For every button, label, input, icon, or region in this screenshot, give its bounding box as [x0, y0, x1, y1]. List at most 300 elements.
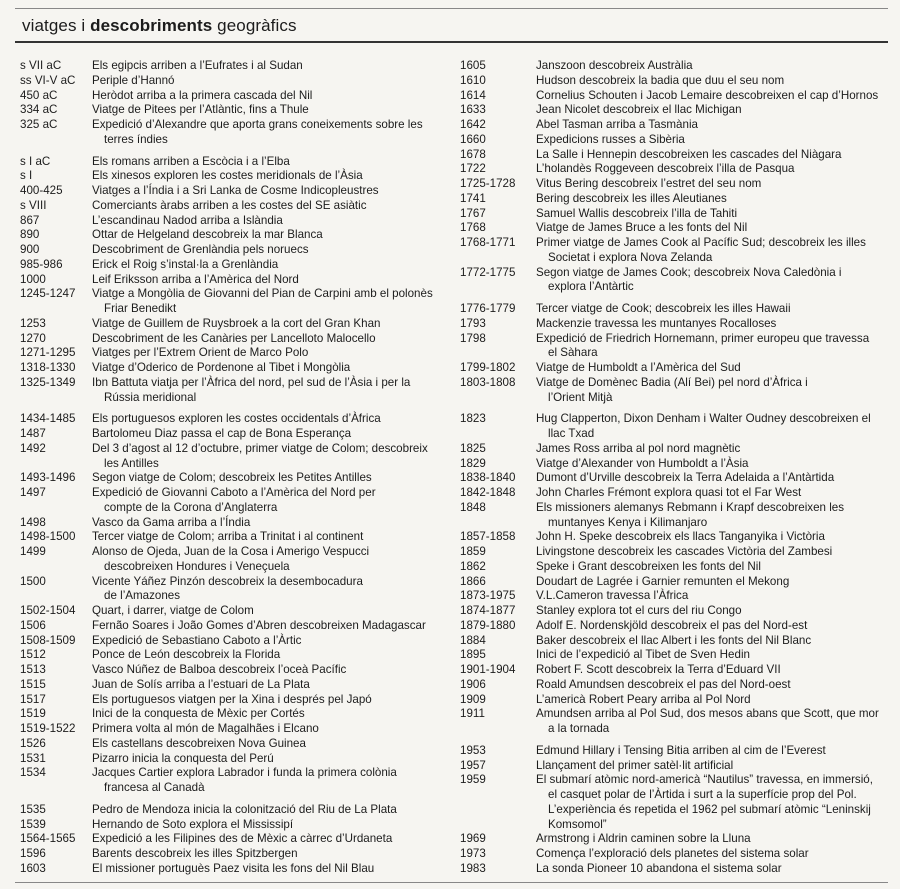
description-line: Jean Nicolet descobreix el llac Michigan [536, 103, 742, 117]
timeline-entry [460, 575, 890, 590]
entry-year: 1973 [460, 847, 486, 860]
timeline-entry [460, 604, 890, 619]
entry-description [536, 847, 890, 862]
entry-description [536, 207, 890, 222]
description-line: Hudson descobreix la badia que duu el seu nom [536, 73, 785, 87]
entry-description [92, 89, 450, 104]
description-line: Doudart de Lagrée i Garnier remunten el Mekong [536, 574, 790, 588]
entry-year: 1959 [460, 773, 486, 787]
title-rule [15, 41, 888, 43]
description-line: Expedició de Giovanni Caboto a l’Amèrica del Nord per [92, 486, 376, 499]
description-line: Abel Tasman arriba a Tasmània [536, 118, 698, 131]
timeline-entry [20, 722, 450, 737]
entry-description [92, 678, 450, 693]
timeline-entry [20, 604, 450, 619]
entry-year: 900 [20, 243, 40, 256]
timeline-entry [20, 707, 450, 722]
entry-description [536, 678, 890, 693]
description-line: francesa al Canadà [104, 781, 205, 794]
description-line: Ibn Battuta viatja per l’Àfrica del nord, pel sud de l’Àsia i per la [92, 375, 411, 389]
entry-description [536, 118, 890, 133]
description-line: Els egipcis arriben a l’Eufrates i al Sudan [92, 59, 303, 72]
entry-description [536, 759, 890, 774]
entry-description [92, 707, 450, 722]
entry-description [92, 575, 450, 605]
timeline-left-column [20, 59, 450, 877]
timeline-entry [460, 118, 890, 133]
description-line: Hernando de Soto explora el Mississipí [92, 817, 294, 831]
description-line: les Antilles [104, 456, 159, 470]
timeline-entry [20, 287, 450, 317]
entry-year: s I [20, 169, 33, 183]
timeline-entry [20, 59, 450, 74]
entry-year: 1539 [20, 817, 46, 831]
entry-description [92, 59, 450, 74]
description-line: Pizarro inicia la conquesta del Perú [92, 751, 274, 765]
entry-year: 1741 [460, 191, 486, 205]
timeline-entry [460, 59, 890, 74]
page-title [22, 16, 297, 36]
entry-year: 1767 [460, 206, 486, 220]
entry-year: 1859 [460, 545, 486, 558]
description-line: Adolf E. Nordenskjöld descobreix el pas del Nord-est [536, 618, 808, 632]
description-line: Ottar de Helgeland descobreix la mar Blanca [92, 228, 323, 242]
entry-description [92, 663, 450, 678]
description-line: Periple d’Hannó [92, 73, 175, 87]
entry-year: 1909 [460, 692, 486, 706]
description-line: Janszoon descobreix Austràlia [536, 59, 693, 72]
description-line: Els xinesos exploren les costes meridionals de l’Àsia [92, 169, 363, 183]
entry-year: 1535 [20, 802, 46, 816]
entry-description [92, 862, 450, 877]
entry-description [536, 773, 890, 832]
timeline-entry [460, 862, 890, 877]
timeline-entry [460, 707, 890, 737]
entry-description [92, 412, 450, 427]
entry-year: 1953 [460, 743, 486, 757]
description-line: Tercer viatge de Cook; descobreix les illes Hawaii [536, 302, 791, 315]
description-line: Rússia meridional [104, 390, 197, 404]
timeline-entry [20, 832, 450, 847]
entry-description [92, 184, 450, 199]
timeline-entry [20, 442, 450, 472]
entry-description [536, 471, 890, 486]
timeline-entry [460, 530, 890, 545]
entry-description [536, 634, 890, 649]
description-line: Expedició a les Filipines des de Mèxic a càrrec d’Urdaneta [92, 832, 393, 846]
description-line: John Charles Frémont explora quasi tot el Far West [536, 486, 802, 499]
entry-year: 1596 [20, 847, 46, 860]
description-line: Roald Amundsen descobreix el pas del Nord-oest [536, 677, 791, 691]
timeline-entry [20, 332, 450, 347]
entry-description [92, 228, 450, 243]
entry-year: 1829 [460, 456, 486, 470]
top-border [15, 8, 888, 9]
entry-description [92, 486, 450, 516]
title-suffix: geogràfics [212, 16, 297, 35]
description-line: Vicente Yáñez Pinzón descobreix la desembocadura [92, 574, 363, 588]
entry-description [92, 317, 450, 332]
entry-year: 1660 [460, 132, 486, 146]
entry-year: 1605 [460, 59, 486, 72]
description-line: Els portuguesos exploren les costes occidentals d’Àfrica [92, 412, 381, 426]
timeline-entry [20, 427, 450, 442]
entry-year: 1838-1840 [460, 471, 516, 485]
entry-description [536, 74, 890, 89]
entry-year: 1508-1509 [20, 633, 76, 647]
entry-year: 1957 [460, 758, 486, 772]
description-line: John H. Speke descobreix els llacs Tanganyika i Victòria [536, 530, 825, 544]
description-line: Inici de l’expedició al Tibet de Sven Hedin [536, 648, 750, 662]
timeline-entry [460, 332, 890, 362]
entry-description [536, 177, 890, 192]
timeline-entry [20, 228, 450, 243]
description-line: Cornelius Schouten i Jacob Lemaire descobreixen el cap d’Hornos [536, 88, 879, 102]
description-line: Inici de la conquesta de Mèxic per Cortés [92, 707, 305, 721]
row-gap [460, 295, 890, 302]
entry-description [536, 832, 890, 847]
entry-year: 1633 [460, 103, 486, 117]
entry-year: 1895 [460, 648, 486, 662]
entry-year: 1270 [20, 331, 46, 345]
timeline-entry [20, 199, 450, 214]
entry-description [92, 619, 450, 634]
description-line: Comerciants àrabs arriben a les costes del SE asiàtic [92, 198, 367, 212]
entry-description [536, 501, 890, 531]
description-line: Bartolomeu Diaz passa el cap de Bona Esperança [92, 427, 352, 440]
description-line: Armstrong i Aldrin caminen sobre la Lluna [536, 832, 751, 846]
entry-description [92, 74, 450, 89]
description-line: Speke i Grant descobreixen les fonts del Nil [536, 559, 761, 573]
description-line: Segon viatge de James Cook; descobreix Nova Caledònia i [536, 265, 842, 279]
entry-year: 1798 [460, 331, 486, 345]
entry-description [92, 752, 450, 767]
entry-description [92, 545, 450, 575]
row-gap [20, 405, 450, 412]
timeline-entry [20, 361, 450, 376]
entry-year: 1823 [460, 412, 486, 426]
entry-year: s VIII [20, 198, 47, 212]
description-line: Amundsen arriba al Pol Sud, dos mesos abans que Scott, que mor [536, 707, 879, 721]
entry-year: 1776-1779 [460, 302, 516, 315]
description-line: Dumont d’Urville descobreix la Terra Adelaida a l’Antàrtida [536, 471, 835, 485]
entry-year: 1519 [20, 707, 46, 721]
description-line: Heròdot arriba a la primera cascada del Nil [92, 88, 313, 102]
timeline-entry [460, 207, 890, 222]
entry-description [92, 118, 450, 148]
description-line: l’Orient Mitjà [548, 390, 613, 404]
row-gap [20, 796, 450, 803]
entry-description [92, 847, 450, 862]
entry-year: 1534 [20, 766, 46, 780]
entry-description [92, 199, 450, 214]
entry-year: 1983 [460, 861, 486, 875]
entry-year: 1519-1522 [20, 722, 76, 735]
entry-description [536, 89, 890, 104]
timeline-entry [460, 192, 890, 207]
description-line: Els portuguesos viatgen per la Xina i després pel Japó [92, 692, 372, 706]
entry-description [92, 361, 450, 376]
entry-description [92, 832, 450, 847]
entry-year: 890 [20, 228, 40, 242]
description-line: Samuel Wallis descobreix l’illa de Tahiti [536, 206, 738, 220]
timeline-entry [460, 759, 890, 774]
entry-year: 1271-1295 [20, 346, 76, 360]
entry-description [536, 545, 890, 560]
timeline-entry [460, 89, 890, 104]
timeline-entry [460, 148, 890, 163]
timeline-entry [460, 457, 890, 472]
entry-description [92, 737, 450, 752]
description-line: Viatge d’Alexander von Humboldt a l’Àsia [536, 456, 749, 470]
description-line: Viatge a Mongòlia de Giovanni del Pian de Carpini amb el polonès [92, 287, 433, 301]
description-line: Pedro de Mendoza inicia la colonització del Riu de La Plata [92, 802, 397, 816]
description-line: L’experiència és repetida el 1962 pel submarí atòmic “Leninskij [548, 802, 871, 816]
entry-description [92, 258, 450, 273]
timeline-entry [460, 589, 890, 604]
description-line: a la tornada [548, 722, 610, 735]
description-line: Robert F. Scott descobreix la Terra d’Eduard VII [536, 663, 781, 676]
entry-year: 1678 [460, 147, 486, 161]
timeline-entry [460, 773, 890, 832]
entry-year: 1911 [460, 707, 485, 721]
timeline-entry [460, 177, 890, 192]
entry-year: 1253 [20, 316, 46, 330]
entry-description [536, 589, 890, 604]
description-line: Comença l’exploració dels planetes del sistema solar [536, 847, 809, 860]
description-line: explora l’Antàrtic [548, 280, 634, 294]
description-line: Quart, i darrer, viatge de Colom [92, 604, 254, 617]
entry-description [92, 376, 450, 406]
entry-year: 334 aC [20, 103, 58, 117]
entry-year: s I aC [20, 154, 51, 168]
timeline-entry [20, 214, 450, 229]
description-line: Juan de Solís arriba a l’estuari de La Plata [92, 677, 310, 691]
entry-description [536, 162, 890, 177]
entry-description [536, 361, 890, 376]
entry-description [92, 427, 450, 442]
entry-year: 1498 [20, 515, 46, 529]
description-line: Ponce de León descobreix la Florida [92, 648, 281, 662]
description-line: Viatge d’Oderico de Pordenone al Tibet i Mongòlia [92, 361, 351, 374]
entry-description [536, 575, 890, 590]
entry-year: 1497 [20, 486, 46, 499]
description-line: Stanley explora tot el curs del riu Congo [536, 604, 742, 617]
description-line: Baker descobreix el llac Albert i les fonts del Nil Blanc [536, 633, 812, 647]
entry-description [92, 818, 450, 833]
timeline-entry [20, 412, 450, 427]
description-line: Els romans arriben a Escòcia i a l’Elba [92, 154, 290, 168]
timeline-entry [460, 486, 890, 501]
entry-description [536, 604, 890, 619]
entry-description [92, 648, 450, 663]
entry-year: 1531 [20, 751, 46, 765]
description-line: Alonso de Ojeda, Juan de la Cosa i Amerigo Vespucci [92, 545, 370, 558]
entry-description [536, 560, 890, 575]
description-line: Vasco Núñez de Balboa descobreix l’oceà Pacífic [92, 663, 347, 676]
timeline-entry [460, 266, 890, 296]
entry-year: 1842-1848 [460, 486, 516, 499]
timeline-entry [460, 634, 890, 649]
description-line: Segon viatge de Colom; descobreix les Petites Antilles [92, 471, 372, 485]
timeline-entry [20, 693, 450, 708]
entry-description [536, 302, 890, 317]
entry-year: 1793 [460, 316, 486, 330]
timeline-entry [460, 376, 890, 406]
description-line: Viatge de James Bruce a les fonts del Nil [536, 221, 748, 235]
description-line: Els missioners alemanys Rebmann i Krapf descobreixen les [536, 500, 845, 514]
timeline-entry [20, 752, 450, 767]
entry-year: 1862 [460, 559, 486, 573]
timeline-entry [20, 243, 450, 258]
entry-description [536, 619, 890, 634]
description-line: Llançament del primer satèl·lit artificial [536, 758, 734, 772]
description-line: L’americà Robert Peary arriba al Pol Nord [536, 692, 751, 706]
entry-description [536, 266, 890, 296]
timeline-entry [20, 346, 450, 361]
timeline-entry [460, 133, 890, 148]
timeline-entry [20, 486, 450, 516]
entry-description [536, 221, 890, 236]
entry-description [536, 148, 890, 163]
description-line: L’holandès Roggeveen descobreix l’illa de Pasqua [536, 162, 795, 176]
entry-year: 1866 [460, 574, 486, 588]
timeline-entry [20, 184, 450, 199]
timeline-entry [20, 103, 450, 118]
timeline-entry [20, 376, 450, 406]
timeline-entry [20, 648, 450, 663]
entry-description [536, 376, 890, 406]
entry-year: 1493-1496 [20, 471, 76, 485]
entry-description [92, 214, 450, 229]
timeline-entry [20, 258, 450, 273]
timeline-entry [20, 273, 450, 288]
bottom-border [15, 882, 888, 883]
entry-description [92, 530, 450, 545]
timeline-entry [20, 118, 450, 148]
timeline-entry [460, 619, 890, 634]
entry-description [536, 133, 890, 148]
entry-year: 1000 [20, 272, 46, 286]
entry-description [92, 516, 450, 531]
description-line: El missioner portuguès Paez visita les fons del Nil Blau [92, 861, 375, 875]
entry-description [92, 287, 450, 317]
entry-description [92, 803, 450, 818]
entry-description [536, 317, 890, 332]
entry-description [536, 744, 890, 759]
description-line: Expedició de Friedrich Hornemann, primer europeu que travessa [536, 331, 870, 345]
entry-year: 1515 [20, 677, 46, 691]
timeline-entry [460, 221, 890, 236]
timeline-entry [20, 678, 450, 693]
timeline-entry [20, 516, 450, 531]
entry-description [92, 169, 450, 184]
entry-year: 1610 [460, 73, 486, 87]
entry-year: 1603 [20, 861, 46, 875]
title-bold: descobriments [90, 16, 213, 35]
timeline-entry [460, 545, 890, 560]
entry-description [92, 766, 450, 796]
timeline-entry [460, 501, 890, 531]
description-line: L’escandinau Nadod arriba a Islàndia [92, 213, 283, 227]
timeline-entry [460, 74, 890, 89]
description-line: Descobriment de les Canàries per Lancelloto Malocello [92, 331, 376, 345]
entry-year: 1318-1330 [20, 361, 76, 374]
description-line: La Salle i Hennepin descobreixen les cascades del Niàgara [536, 147, 842, 161]
timeline-entry [460, 162, 890, 177]
description-line: Vitus Bering descobreix l’estret del seu nom [536, 177, 762, 190]
entry-description [92, 722, 450, 737]
entry-description [536, 192, 890, 207]
row-gap [460, 737, 890, 744]
timeline-entry [460, 412, 890, 442]
entry-year: 1517 [20, 692, 46, 706]
entry-description [536, 862, 890, 877]
timeline-entry [20, 471, 450, 486]
description-line: Erick el Roig s’instal·la a Grenlàndia [92, 257, 279, 271]
timeline-entry [460, 832, 890, 847]
entry-description [536, 707, 890, 737]
timeline-entry [20, 862, 450, 877]
entry-year: 1526 [20, 736, 46, 750]
entry-year: 867 [20, 213, 40, 227]
entry-year: 1434-1485 [20, 412, 76, 426]
entry-year: ss VI-V aC [20, 73, 76, 87]
description-line: Vasco da Gama arriba a l’Índia [92, 515, 251, 529]
entry-description [92, 471, 450, 486]
entry-year: 1614 [460, 88, 486, 102]
title-prefix: viatges i [22, 16, 91, 35]
entry-description [92, 442, 450, 472]
description-line: Komsomol” [548, 817, 607, 831]
entry-year: 1513 [20, 663, 46, 676]
timeline-entry [20, 530, 450, 545]
entry-description [92, 273, 450, 288]
description-line: Barents descobreix les illes Spitzbergen [92, 847, 298, 860]
description-line: Viatge de Humboldt a l’Amèrica del Sud [536, 361, 741, 374]
description-line: Leif Eriksson arriba a l’Amèrica del Nord [92, 272, 299, 286]
entry-description [536, 103, 890, 118]
timeline-entry [460, 847, 890, 862]
description-line: Societat i explora Nova Zelanda [548, 250, 713, 264]
entry-year: 1772-1775 [460, 265, 516, 279]
entry-description [92, 634, 450, 649]
description-line: Viatges per l’Extrem Orient de Marco Polo [92, 346, 309, 360]
entry-year: 1512 [20, 648, 46, 662]
timeline-entry [20, 74, 450, 89]
timeline-entry [460, 236, 890, 266]
timeline-entry [20, 737, 450, 752]
description-line: Expedició de Sebastiano Caboto a l’Àrtic [92, 633, 302, 647]
timeline-entry [460, 693, 890, 708]
timeline-entry [20, 818, 450, 833]
entry-description [92, 243, 450, 258]
description-line: James Ross arriba al pol nord magnètic [536, 441, 741, 455]
entry-year: 1884 [460, 633, 486, 647]
timeline-entry [20, 545, 450, 575]
entry-year: 1857-1858 [460, 530, 516, 544]
description-line: El submarí atòmic nord-americà “Nautilus” travessa, en immersió, [536, 773, 873, 787]
description-line: Viatge de Pitees per l’Atlàntic, fins a Thule [92, 103, 309, 117]
timeline-entry [460, 471, 890, 486]
entry-year: 1768 [460, 221, 486, 235]
row-gap [20, 148, 450, 155]
timeline-entry [20, 89, 450, 104]
timeline-right-column [460, 59, 890, 877]
entry-year: 1768-1771 [460, 236, 516, 249]
entry-description [536, 412, 890, 442]
description-line: Viatge de Domènec Badia (Alí Bei) pel nord d’Àfrica i [536, 375, 808, 389]
